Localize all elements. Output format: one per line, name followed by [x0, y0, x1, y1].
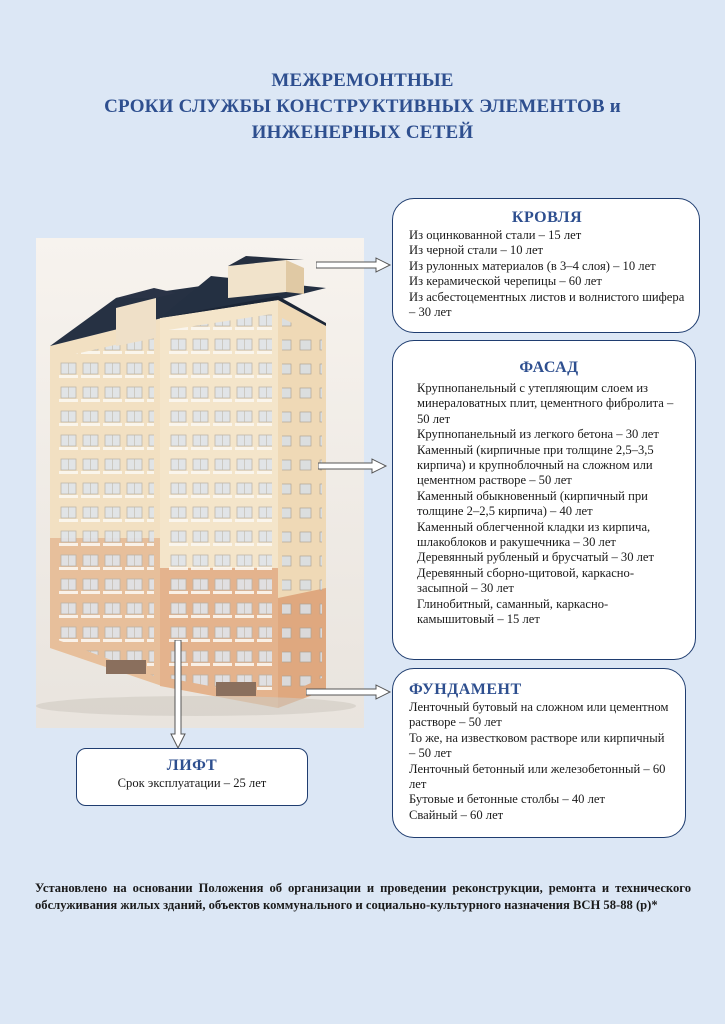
foundation-list — [409, 700, 671, 823]
roof-item: Из рулонных материалов (в 3–4 слоя) – 10 лет — [409, 258, 656, 273]
facade-item: Каменный обыкновенный (кирпичный при толщине 2–2,5 кирпича) – 40 лет — [417, 488, 648, 519]
lift-text: Срок эксплуатации – 25 лет — [117, 776, 267, 790]
facade-item: Каменный облегченной кладки из кирпича, шлакоблоков и ракушечника – 30 лет — [417, 519, 651, 550]
lift-arrow — [170, 640, 186, 750]
facade-heading: ФАСАД — [519, 359, 579, 376]
foundation-box — [392, 668, 686, 838]
foundation-heading: ФУНДАМЕНТ — [409, 681, 522, 698]
roof-item: Из черной стали – 10 лет — [409, 243, 544, 258]
roof-item: Из керамической черепицы – 60 лет — [409, 274, 602, 289]
facade-arrow — [318, 458, 388, 474]
facade-item: Крупнопанельный из легкого бетона – 30 лет — [417, 427, 659, 442]
facade-item: Каменный (кирпичные при толщине 2,5–3,5 кирпича) и крупноблочный на сложном или цементном растворе – 50 лет — [417, 442, 654, 488]
facade-list — [417, 381, 681, 628]
lift-heading: ЛИФТ — [166, 757, 218, 774]
foundation-item: Ленточный бутовый на сложном или цементном растворе – 50 лет — [409, 700, 669, 730]
page-title — [0, 68, 725, 146]
roof-box — [392, 198, 700, 333]
foundation-arrow — [306, 684, 392, 700]
lift-box — [76, 748, 308, 806]
title-line-1: МЕЖРЕМОНТНЫЕ — [271, 70, 454, 91]
roof-heading: КРОВЛЯ — [511, 209, 583, 226]
footer-note: Установлено на основании Положения об организации и проведении реконструкции, ремонта и технического обслуживания жилых зданий, объектов коммунального и социально-культурного назначения ВСН 58-88 (р)* — [35, 881, 691, 912]
facade-item: Глинобитный, саманный, каркасно-камышитовый – 15 лет — [417, 596, 609, 627]
building-illustration — [36, 238, 364, 728]
facade-item: Крупнопанельный с утепляющим слоем из минераловатных плит, цементного фибролита – 50 лет — [417, 381, 674, 426]
facade-item: Деревянный рубленый и брусчатый – 30 лет — [417, 550, 655, 565]
facade-item: Деревянный сборно-щитовой, каркасно-засыпной – 30 лет — [417, 565, 635, 596]
roof-arrow — [316, 257, 392, 273]
roof-item: Из асбестоцементных листов и волнистого шифера – 30 лет — [409, 289, 685, 320]
facade-box — [392, 340, 696, 660]
title-line-3: ИНЖЕНЕРНЫХ СЕТЕЙ — [251, 122, 474, 143]
foundation-item: Бутовые и бетонные столбы – 40 лет — [409, 792, 605, 807]
title-line-2: СРОКИ СЛУЖБЫ КОНСТРУКТИВНЫХ ЭЛЕМЕНТОВ и — [104, 96, 621, 117]
foundation-item: Свайный – 60 лет — [409, 807, 504, 822]
roof-list — [409, 228, 685, 320]
foundation-item: Ленточный бетонный или железобетонный – 60 лет — [409, 761, 666, 792]
foundation-item: То же, на известковом растворе или кирпичный – 50 лет — [409, 730, 665, 761]
roof-item: Из оцинкованной стали – 15 лет — [409, 228, 582, 242]
